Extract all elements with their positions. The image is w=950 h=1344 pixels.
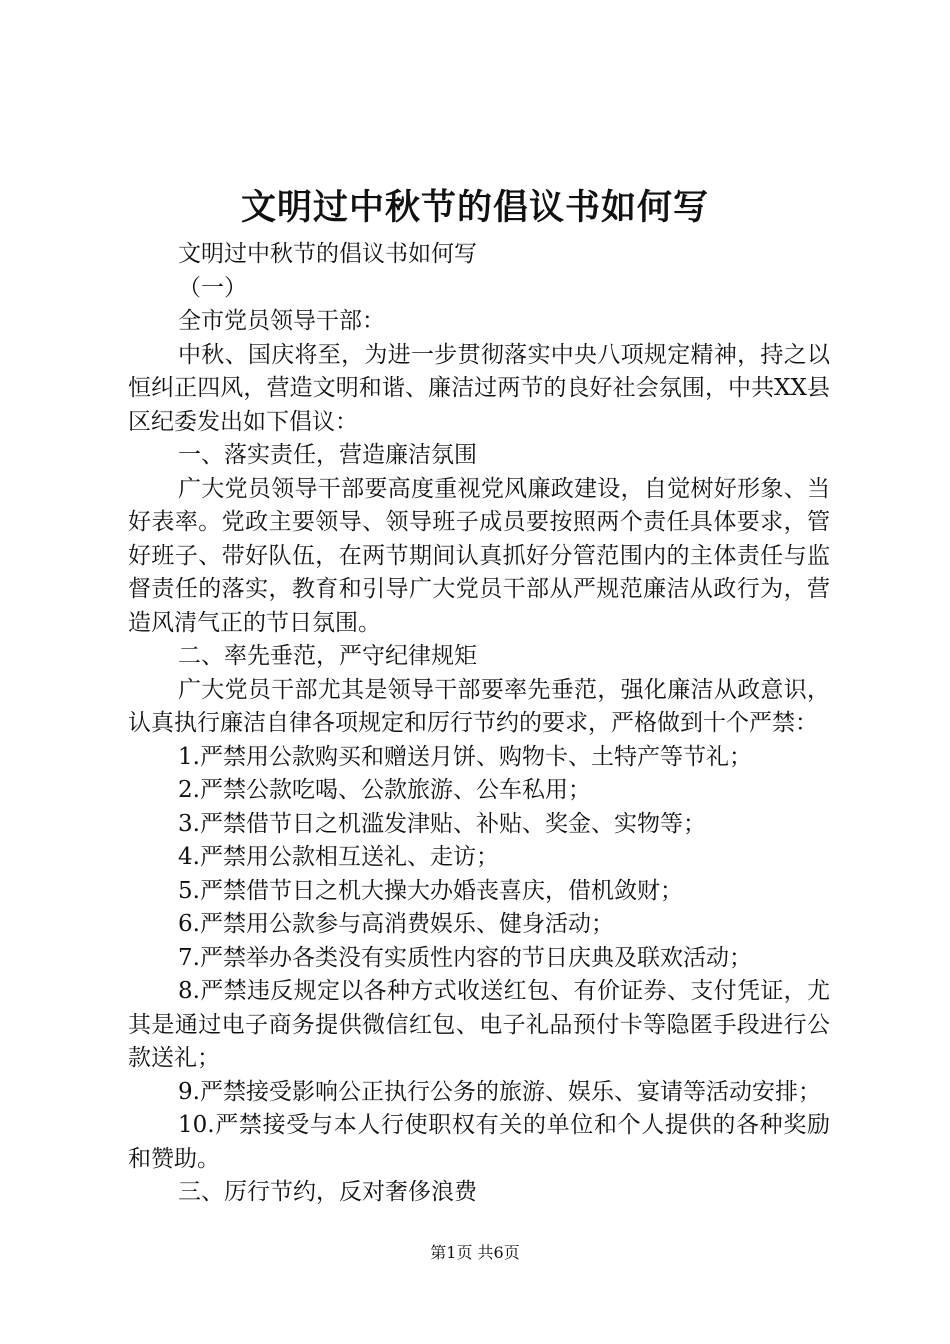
heading-3-paragraph: 三、厉行节约，反对奢侈浪费	[178, 1179, 477, 1205]
heading-1-paragraph: 一、落实责任，营造廉洁氛围	[178, 442, 477, 468]
heading-2-paragraph: 二、率先垂范，严守纪律规矩	[178, 643, 477, 669]
section-number-paragraph: （一）	[178, 274, 247, 301]
document-title: 文明过中秋节的倡议书如何写	[240, 187, 709, 228]
list-item-8: 8.严禁违反规定以各种方式收送红包、有价证券、支付凭证，尤其是通过电子商务提供微信红包、电子礼品预付卡等隐匿手段进行公款送礼；	[128, 978, 830, 1071]
list-item-9: 9.严禁接受影响公正执行公务的旅游、娱乐、宴请等活动安排；	[178, 1078, 821, 1105]
list-item-7: 7.严禁举办各类没有实质性内容的节日庆典及联欢活动；	[178, 944, 752, 971]
subtitle-paragraph: 文明过中秋节的倡议书如何写	[178, 241, 477, 267]
list-item-1: 1.严禁用公款购买和赠送月饼、购物卡、土特产等节礼；	[178, 743, 752, 770]
document-body	[128, 238, 830, 1210]
body-paragraph-1: 广大党员领导干部要高度重视党风廉政建设，自觉树好形象、当好表率。党政主要领导、领导班子成员要按照两个责任具体要求，管好班子、带好队伍，在两节期间认真抓好分管范围内的主体责任与监督责任的落实，教育和引导广大党员干部从严规范廉洁从政行为，营造风清气正的节日氛围。	[128, 475, 830, 636]
list-item-2: 2.严禁公款吃喝、公款旅游、公车私用；	[178, 777, 591, 803]
intro-paragraph: 中秋、国庆将至，为进一步贯彻落实中央八项规定精神，持之以恒纠正四风，营造文明和谐、廉洁过两节的良好社会氛围，中共XX县区纪委发出如下倡议：	[128, 341, 830, 435]
list-item-10: 10.严禁接受与本人行使职权有关的单位和个人提供的各种奖励和赞助。	[128, 1112, 830, 1172]
list-item-4: 4.严禁用公款相互送礼、走访；	[178, 844, 499, 870]
salutation-paragraph: 全市党员领导干部：	[178, 308, 385, 334]
list-item-3: 3.严禁借节日之机滥发津贴、补贴、奖金、实物等；	[178, 810, 706, 837]
body-paragraph-2: 广大党员干部尤其是领导干部要率先垂范，强化廉洁从政意识，认真执行廉洁自律各项规定和厉行节约的要求，严格做到十个严禁：	[128, 676, 830, 736]
page-footer: 第1页 共6页	[430, 1243, 520, 1262]
list-item-5: 5.严禁借节日之机大操大办婚丧喜庆，借机敛财；	[178, 877, 683, 904]
list-item-6: 6.严禁用公款参与高消费娱乐、健身活动；	[178, 911, 614, 937]
